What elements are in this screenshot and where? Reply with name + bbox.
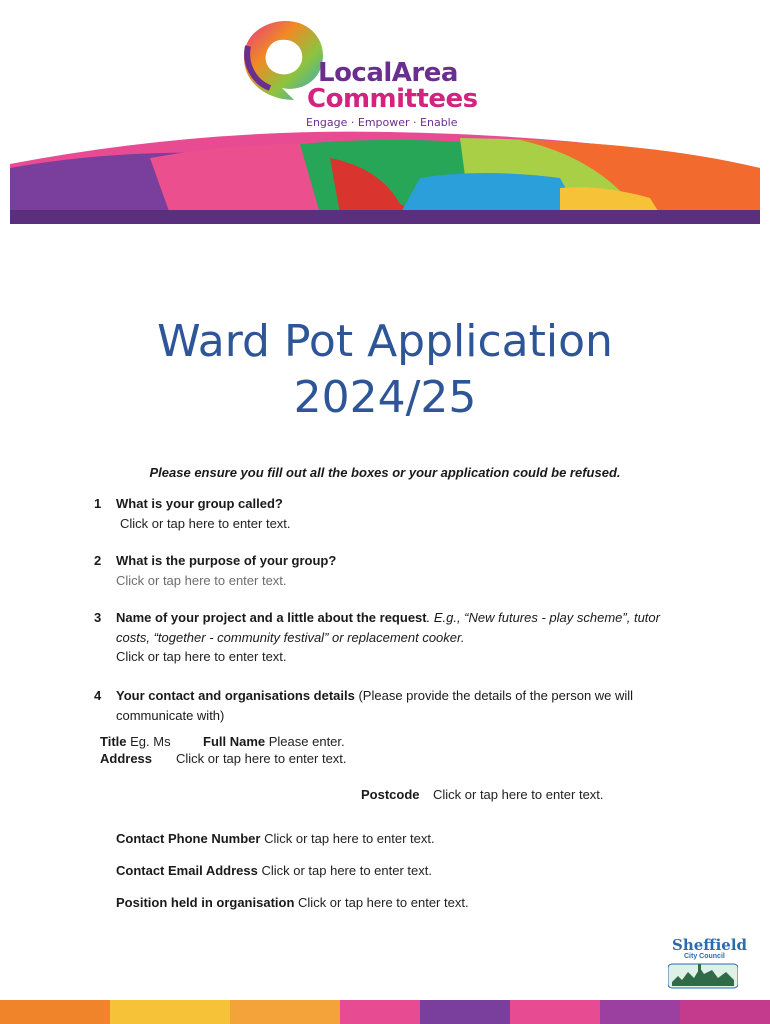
question-hint: (Please provide the details of the person we will communicate with) [116, 688, 634, 723]
question-hint: . E.g., “New futures - play scheme”, tutor costs, “together - community festival” or replacement cooker. [116, 610, 660, 645]
council-subtitle: City Council [684, 953, 725, 960]
position-field[interactable]: Click or tap here to enter text. [298, 895, 469, 910]
page-title-line1: Ward Pot Application [157, 316, 613, 367]
brand-name-line2: Committees [307, 84, 478, 114]
group-purpose-field[interactable]: Click or tap here to enter text. [116, 572, 287, 588]
postcode-label: Postcode [361, 787, 420, 802]
postcode-field[interactable]: Click or tap here to enter text. [433, 787, 604, 802]
project-field[interactable]: Click or tap here to enter text. [116, 649, 287, 664]
footer-banner [0, 996, 770, 1024]
question-number: 1 [94, 496, 102, 511]
email-label: Contact Email Address [116, 863, 258, 878]
address-label: Address [100, 751, 153, 766]
question-number: 4 [94, 688, 102, 703]
phone-field[interactable]: Click or tap here to enter text. [264, 831, 435, 846]
email-field[interactable]: Click or tap here to enter text. [261, 863, 432, 878]
address-field[interactable]: Click or tap here to enter text. [176, 751, 347, 766]
header-banner [0, 128, 770, 228]
question-label: Name of your project and a little about the request [116, 610, 427, 625]
position-label: Position held in organisation [116, 895, 295, 910]
question-label: What is your group called? [116, 496, 283, 511]
council-name: Sheffield [672, 936, 748, 954]
phone-label: Contact Phone Number [116, 831, 261, 846]
question-number: 2 [94, 553, 102, 568]
title-label: Title [100, 734, 127, 749]
question-label: What is the purpose of your group? [116, 553, 337, 568]
page-title-line2: 2024/25 [293, 372, 477, 423]
brand-tagline: Engage · Empower · Enable [306, 116, 458, 129]
city-skyline-icon [668, 960, 738, 990]
group-name-field[interactable]: Click or tap here to enter text. [120, 515, 291, 531]
fullname-label: Full Name [203, 734, 266, 749]
title-field[interactable]: Eg. Ms [130, 734, 171, 749]
fullname-field[interactable]: Please enter. [268, 734, 345, 749]
question-label: Your contact and organisations details [116, 688, 355, 703]
notice-text: Please ensure you fill out all the boxes or your application could be refused. [149, 465, 621, 480]
council-logo [660, 936, 748, 992]
question-number: 3 [94, 610, 102, 625]
brand-name-line1: LocalArea [318, 58, 458, 88]
